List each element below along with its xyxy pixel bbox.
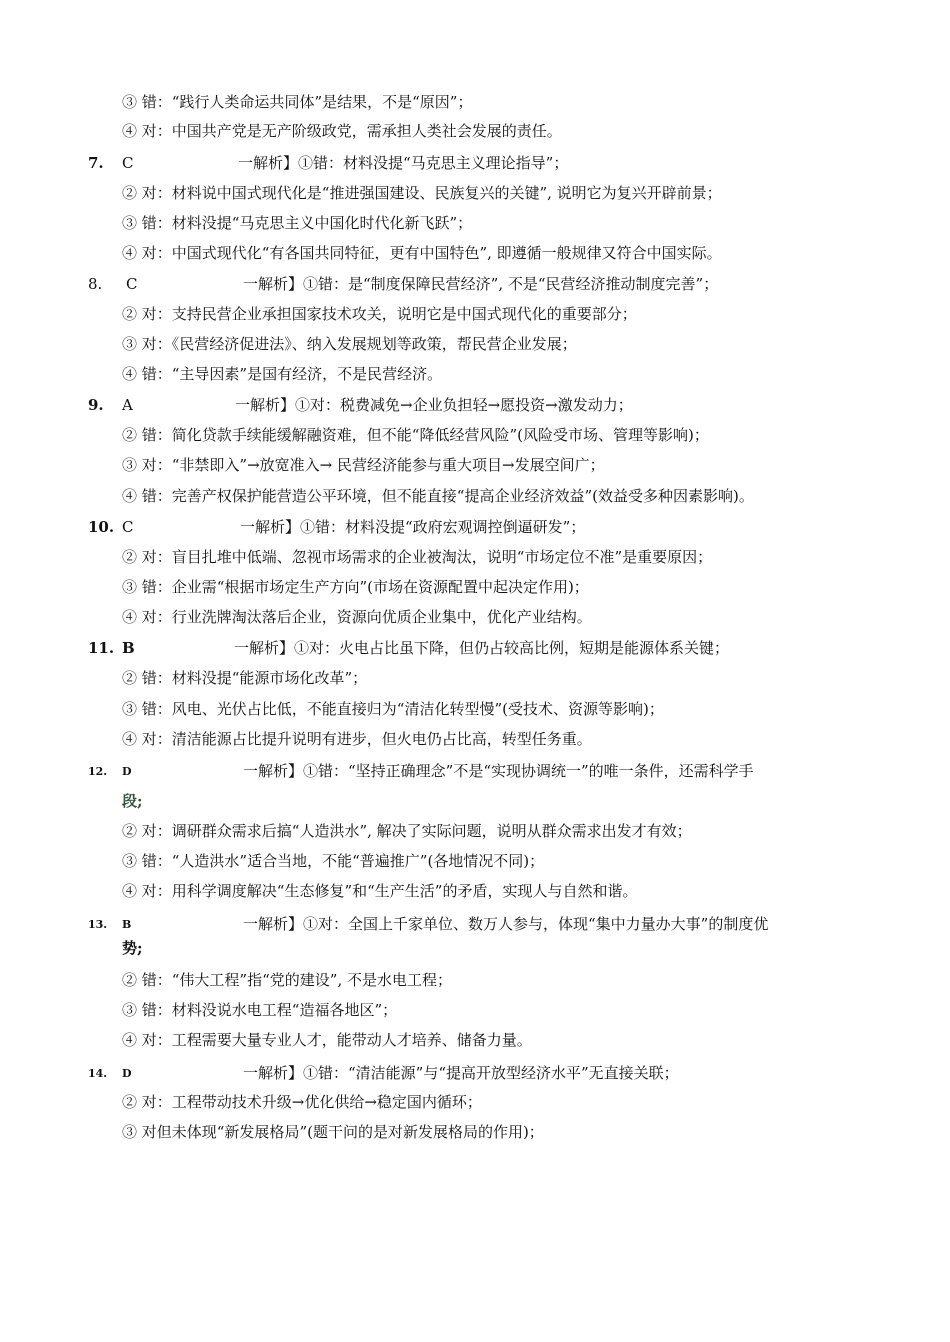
answer-line: ④ 对：中国共产党是无产阶级政党，需承担人类社会发展的责任。 — [122, 122, 562, 140]
question-lead: 一解析】①对：税费减免→企业负担轻→愿投资→激发动力； — [235, 396, 633, 414]
question-number: 9. — [88, 396, 104, 414]
answer-line: ② 对：材料说中国式现代化是“推进强国建设、民族复兴的关键”, 说明它为复兴开辟前景； — [122, 184, 722, 202]
question-answer: C — [122, 154, 134, 172]
answer-line: ③ 错：材料没提“马克思主义中国化时代化新飞跃”； — [122, 214, 473, 232]
question-answer: D — [122, 1067, 132, 1080]
answer-line: ② 对：盲目扎堆中低端、忽视市场需求的企业被淘汰，说明“市场定位不准”是重要原因； — [122, 548, 713, 566]
answer-line: ④ 对：中国式现代化“有各国共同特征，更有中国特色”, 即遵循一般规律又符合中国实际。 — [122, 244, 722, 262]
question-answer: B — [122, 918, 132, 931]
answer-line: ② 错：“伟大工程”指“党的建设”, 不是水电工程； — [122, 971, 452, 989]
question-answer: B — [122, 639, 135, 657]
question-lead-continuation: 段; — [122, 792, 143, 810]
answer-line: ④ 错：完善产权保护能营造公平环境，但不能直接“提高企业经济效益”(效益受多种因素影响)。 — [122, 487, 754, 505]
question-lead: 一解析】①错：材料没提“马克思主义理论指导”； — [238, 154, 569, 172]
question-lead: 一解析】①错：是“制度保障民营经济”, 不是“民营经济推动制度完善”； — [243, 275, 719, 293]
answer-line: ③ 错：“人造洪水”适合当地，不能“普遍推广”(各地情况不同)； — [122, 852, 545, 870]
question-lead: 一解析】①对：全国上千家单位、数万人参与，体现“集中力量办大事”的制度优 — [243, 915, 769, 933]
answer-line: ④ 对：行业洗牌淘汰落后企业，资源向优质企业集中，优化产业结构。 — [122, 608, 592, 626]
answer-line: ④ 对：用科学调度解决“生态修复”和“生产生活”的矛盾，实现人与自然和谐。 — [122, 882, 638, 900]
answer-line: ② 对：调研群众需求后搞“人造洪水”, 解决了实际问题，说明从群众需求出发才有效； — [122, 822, 692, 840]
question-lead: 一解析】①错：“清洁能源”与“提高开放型经济水平”无直接关联； — [243, 1064, 679, 1082]
question-lead: 一解析】①对：火电占比虽下降，但仍占较高比例，短期是能源体系关键； — [234, 639, 730, 657]
question-number: 13. — [88, 918, 108, 931]
question-answer: C — [122, 518, 134, 536]
question-number: 12. — [88, 765, 108, 778]
question-lead-continuation: 势; — [122, 939, 143, 957]
answer-line: ③ 对：《民营经济促进法》、纳入发展规划等政策，帮民营企业发展； — [122, 335, 577, 353]
answer-line: ③ 错：企业需“根据市场定生产方向”(市场在资源配置中起决定作用)； — [122, 578, 589, 596]
question-lead: 一解析】①错：“坚持正确理念”不是“实现协调统一”的唯一条件，还需科学手 — [243, 762, 754, 780]
question-number: 14. — [88, 1067, 108, 1080]
answer-line: ③ 错：风电、光伏占比低，不能直接归为“清洁化转型慢”(受技术、资源等影响)； — [122, 700, 664, 718]
answer-line: ④ 对：清洁能源占比提升说明有进步，但火电仍占比高，转型任务重。 — [122, 730, 592, 748]
question-number: 11. — [88, 639, 115, 657]
answer-line: ② 错：材料没提“能源市场化改革”； — [122, 669, 368, 687]
question-number: 10. — [88, 518, 115, 536]
answer-line: ② 对：工程带动技术升级→优化供给→稳定国内循环； — [122, 1093, 482, 1111]
question-lead: 一解析】①错：材料没提“政府宏观调控倒逼研发”； — [240, 518, 586, 536]
question-answer: D — [122, 765, 132, 778]
question-number: 7. — [88, 154, 104, 172]
answer-line: ④ 对：工程需要大量专业人才，能带动人才培养、储备力量。 — [122, 1031, 532, 1049]
question-answer: C — [126, 275, 138, 293]
answer-line: ③ 错：材料没说水电工程“造福各地区”； — [122, 1001, 398, 1019]
answer-line: ④ 错：“主导因素”是国有经济，不是民营经济。 — [122, 365, 443, 383]
answer-line: ② 错：简化贷款手续能缓解融资难，但不能“降低经营风险”(风险受市场、管理等影响)； — [122, 426, 709, 444]
question-number: 8. — [88, 275, 103, 293]
answer-line: ③ 对但未体现“新发展格局”(题干问的是对新发展格局的作用)； — [122, 1123, 544, 1141]
answer-line: ③ 错：“践行人类命运共同体”是结果，不是“原因”； — [122, 93, 473, 111]
answer-line: ② 对：支持民营企业承担国家技术攻关，说明它是中国式现代化的重要部分； — [122, 305, 637, 323]
answer-line: ③ 对：“非禁即入”→放宽准入→ 民营经济能参与重大项目→发展空间广； — [122, 456, 605, 474]
question-answer: A — [122, 396, 133, 414]
